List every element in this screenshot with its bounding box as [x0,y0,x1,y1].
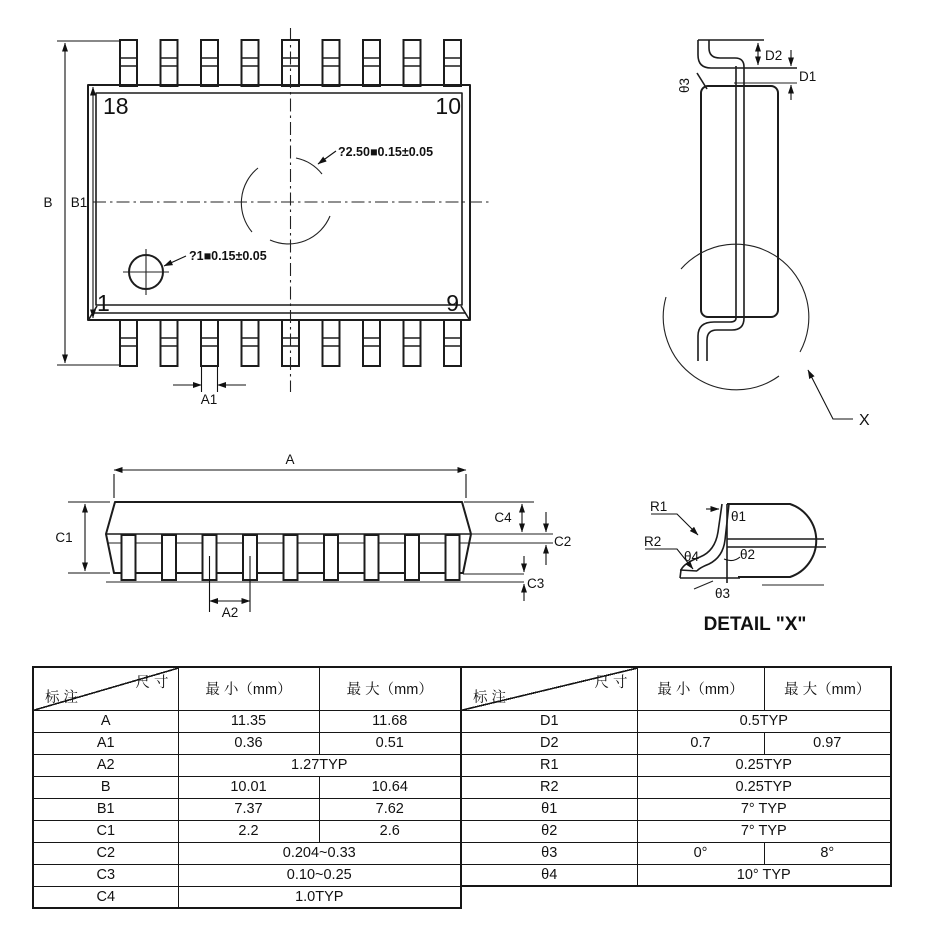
table-cell: 0.204~0.33 [178,842,461,864]
table-cell: 11.68 [319,710,461,732]
header-max: 最 大（mm） [764,667,891,710]
table-row [461,842,891,864]
dimension-table-right [460,666,892,887]
table-row [461,864,891,886]
pin [363,320,380,366]
lead-inner-edge [707,40,744,361]
header-max: 最 大（mm） [319,667,461,710]
table-row [33,798,461,820]
pin [120,40,137,86]
end-view [663,40,870,429]
pin [444,320,461,366]
table-cell: 2.2 [178,820,319,842]
table-cell: θ2 [461,820,637,842]
r1-leader [651,514,698,535]
table-row [461,820,891,842]
table-row [33,710,461,732]
pin [284,535,298,580]
pin [446,535,460,580]
table-cell: A2 [33,754,178,776]
table-cell: C2 [33,842,178,864]
pin-18-label: 18 [103,93,129,119]
table-cell: B1 [33,798,178,820]
table-cell: 0.25TYP [637,776,891,798]
dim-label-c1: C1 [55,530,73,545]
pin [242,40,259,86]
table-cell: 2.6 [319,820,461,842]
table-cell: R2 [461,776,637,798]
center-annotation: ?2.50■0.15±0.05 [338,145,434,159]
header-mark-label: 标 注 [45,689,79,706]
table-cell: A [33,710,178,732]
table-cell: 0° [637,842,764,864]
table-cell: C4 [33,886,178,908]
pin1-annotation: ?1■0.15±0.05 [189,249,267,263]
table-row [33,886,461,908]
table-cell: 10.64 [319,776,461,798]
table-cell: 0.7 [637,732,764,754]
header-min: 最 小（mm） [178,667,319,710]
detail-x-leader [808,370,853,419]
dim-label-a1: A1 [200,392,218,407]
pin [161,320,178,366]
table-row [33,776,461,798]
table-cell: 0.97 [764,732,891,754]
pin [404,40,421,86]
table-cell: θ4 [461,864,637,886]
table-row [461,754,891,776]
pin [161,40,178,86]
dim-label-c4: C4 [494,510,512,525]
table-cell: 0.36 [178,732,319,754]
lead-bend-inner [697,504,729,571]
table-row [33,864,461,886]
angle-label-theta3: θ3 [715,586,731,601]
package-body-side [701,86,778,317]
dim-label-d2: D2 [765,48,783,63]
detail-zone-circle [663,297,779,390]
table-header-diagonal [461,667,637,710]
leader-arrow [164,256,186,266]
header-mark-label: 标 注 [473,689,507,706]
table-cell: θ3 [461,842,637,864]
detail-view-caption: DETAIL "X" [703,614,807,635]
pin [201,40,218,86]
table-row [461,776,891,798]
angle-label-theta3: θ3 [677,77,692,93]
table-cell: 0.5TYP [637,710,891,732]
dim-label-b: B [43,195,53,210]
table-cell: R1 [461,754,637,776]
dim-label-a: A [285,452,295,467]
leader-arrow [318,151,336,164]
table-cell: 7.62 [319,798,461,820]
table-cell: 7° TYP [637,798,891,820]
table-cell: 11.35 [178,710,319,732]
table-cell: 7° TYP [637,820,891,842]
table-cell: 0.51 [319,732,461,754]
dim-label-c2: C2 [554,534,572,549]
center-mark-arc [270,216,330,244]
angle-label-theta2: θ2 [740,547,756,562]
table-cell: 10.01 [178,776,319,798]
radius-label-r1: R1 [650,499,668,514]
table-row [33,754,461,776]
center-mark-arc [296,158,322,174]
table-header-row [33,667,461,710]
table-header-diagonal [33,667,178,710]
table-cell: 0.10~0.25 [178,864,461,886]
pin [404,320,421,366]
pin-1-label: 1 [97,290,110,316]
angle-label-theta4: θ4 [684,549,700,564]
center-mark-arc [241,168,258,232]
pin [444,40,461,86]
pin [365,535,379,580]
pin [363,40,380,86]
pin [162,535,176,580]
top-view [43,28,489,407]
dim-label-a2: A2 [221,605,239,620]
table-cell: D1 [461,710,637,732]
table-cell: 8° [764,842,891,864]
front-view [55,452,571,620]
pin-9-label: 9 [446,290,459,316]
pin-10-label: 10 [435,93,461,119]
detail-x-label: X [859,412,870,429]
dimension-table-left [32,666,462,909]
table-row [461,798,891,820]
table-cell: 1.27TYP [178,754,461,776]
radius-label-r2: R2 [644,534,662,549]
table-cell: D2 [461,732,637,754]
table-cell: 0.25TYP [637,754,891,776]
pin [242,320,259,366]
table-header-row [461,667,891,710]
table-row [461,710,891,732]
package-body-inner [96,93,462,305]
table-cell: 1.0TYP [178,886,461,908]
table-row [33,732,461,754]
pin [323,320,340,366]
dim-label-c3: C3 [527,576,545,591]
dim-label-d1: D1 [799,69,817,84]
pin [405,535,419,580]
table-cell: 10° TYP [637,864,891,886]
table-cell: C3 [33,864,178,886]
header-min: 最 小（mm） [637,667,764,710]
header-dim-label: 尺 寸 [135,675,169,691]
table-row [33,820,461,842]
pin [324,535,338,580]
table-cell: C1 [33,820,178,842]
table-cell: A1 [33,732,178,754]
dim-label-b1: B1 [70,195,88,210]
pin [120,320,137,366]
table-cell: θ1 [461,798,637,820]
pin [323,40,340,86]
pin [201,320,218,366]
table-row [33,842,461,864]
table-cell: 7.37 [178,798,319,820]
detail-x-view [644,499,826,635]
angle-label-theta1: θ1 [731,509,747,524]
table-row [461,732,891,754]
table-cell: B [33,776,178,798]
pin [122,535,136,580]
header-dim-label: 尺 寸 [594,675,628,691]
